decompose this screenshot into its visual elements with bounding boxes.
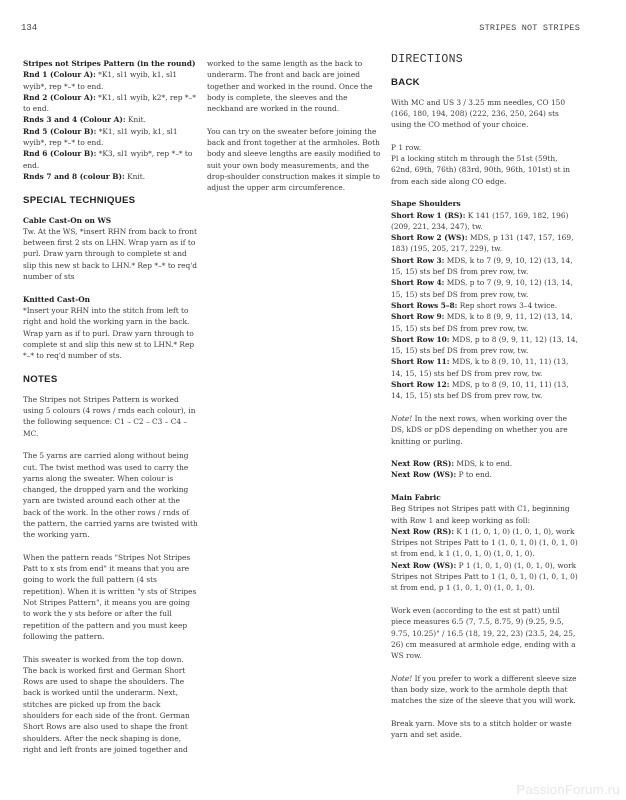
- next-row: Next Row (WS): P to end.: [391, 470, 492, 480]
- short-row: Short Row 12: MDS, p to 8 (9, 10, 11, 11) (13, 14, 15, 15) sts bef DS from prev row, tw.: [391, 380, 569, 401]
- back-heading: BACK: [391, 77, 420, 89]
- locking-stitch-instructions: Pl a locking stitch m through the 51st (59th, 62nd, 69th, 76th) (83rd, 90th, 96th, 101st) st in from each side along CO edge.: [391, 154, 571, 186]
- next-row: Next Row (RS): MDS, k to end.: [391, 459, 513, 469]
- note-double-stitch: Note! In the next rows, when working over the DS, kDS or pDS depending on whether you are knitting or purling.: [391, 413, 568, 446]
- main-fabric-row: Next Row (RS): K 1 (1, 0, 1, 0) (1, 0, 1, 0), work Stripes not Stripes Patt to 1 (1, 0, 1, 0) (1, 0, 1, 0) st from end, k 1 (1, 0, 1, 0) (1, 0, 1, 0).: [391, 526, 578, 559]
- short-row: Short Row 2 (WS): MDS, p 131 (147, 157, 169, 183) (195, 205, 217, 229), tw.: [391, 233, 574, 254]
- pattern-row: Rnds 3 and 4 (Colour A): Knit.: [23, 115, 146, 125]
- page-number: 134: [21, 23, 38, 33]
- short-row: Short Row 3: MDS, k to 7 (9, 9, 10, 12) (13, 14, 15, 15) sts bef DS from prev row, tw.: [391, 255, 573, 277]
- running-head: STRIPES NOT STRIPES: [479, 23, 580, 33]
- short-row: Short Row 4: MDS, p to 7 (9, 9, 10, 12) (13, 14, 15, 15) sts bef DS from prev row, tw.: [391, 278, 573, 299]
- column-1: [23, 58, 199, 767]
- pattern-row: Rnd 1 (Colour A): *K1, sl1 wyib, k1, sl1 wyib*, rep *–* to end.: [23, 70, 178, 91]
- short-row: Short Row 11: MDS, k to 8 (9, 10, 11, 11) (13, 14, 15, 15) sts bef DS from prev row, tw.: [391, 357, 569, 378]
- notes-paragraph: This sweater is worked from the top down. The back is worked first and German Short Rows are used to shape the shoulders. The back is worked until the underarm. Next, stitches are picked up from the back shoulders for each side of the front. German Short Rows are also used to shape the front shoulders. After the neck shaping is done, right and left fronts are joined together and: [23, 654, 190, 754]
- pattern-row: Rnd 5 (Colour B): *K1, sl1 wyib, k1, sl1 wyib*, rep *–* to end.: [23, 126, 178, 148]
- pattern-title: Stripes not Stripes Pattern (in the round): [23, 59, 196, 68]
- column-3: [391, 54, 579, 752]
- short-row: Short Row 1 (RS): K 141 (157, 169, 182, 196) (209, 221, 234, 247), tw.: [391, 210, 569, 231]
- knitted-cast-on-text: *Insert your RHN into the stitch from left to right and hold the working yarn in the back. Wrap yarn as if to purl. Draw yarn through to complete st and slip this new st to LHN.* Rep *–* to req'd number of sts.: [23, 305, 195, 361]
- work-even-instructions: Work even (according to the est st patt) until piece measures 6.5 (7, 7.5, 8.75, 9) (9.25, 9.5, 9.75, 10.25)" / 16.5 (18, 19, 22, 23) (23.5, 24, 25, 26) cm measured at armhole edge, ending with a WS row.: [391, 605, 576, 661]
- cable-cast-on-text: Tw. At the WS, *insert RHN from back to front between first 2 sts on LHN. Wrap yarn as if to purl. Draw yarn through to complete st and slip this new st back to LHN.* Rep *–* to req'd number of sts: [23, 226, 197, 282]
- cable-cast-on-title: Cable Cast-On on WS: [23, 215, 112, 225]
- notes-paragraph: When the pattern reads "Stripes Not Stripes Patt to x sts from end" it means that you are going to work the full pattern (4 sts repetition). When it is written "y sts of Stripes Not Stripes Pattern", it means you are going to work the y sts before or after the full repetition of the pattern and you must keep following the pattern.: [23, 552, 197, 641]
- shape-shoulders-title: Shape Shoulders: [391, 199, 461, 209]
- cast-on-instructions: With MC and US 3 / 3.25 mm needles, CO 150 (166, 180, 194, 208) (222, 236, 250, 264) sts using the CO method of your choice.: [391, 97, 566, 130]
- notes-heading: NOTES: [23, 374, 58, 386]
- fit-paragraph: You can try on the sweater before joining the back and front together at the armholes. Both body and sleeve lengths are easily modified to suit your own body measurements, and the drop-shoulder construction makes it simple to adjust the upper arm circumference.: [207, 126, 381, 193]
- short-row: Short Row 9: MDS, k to 8 (9, 9, 11, 12) (13, 14, 15, 15) sts bef DS from prev row, tw.: [391, 312, 573, 333]
- column-2: [207, 58, 383, 205]
- main-fabric-title: Main Fabric: [391, 492, 441, 502]
- main-fabric-row: Next Row (WS): P 1 (1, 0, 1, 0) (1, 0, 1, 0), work Stripes not Stripes Patt to 1 (1, 0, 1, 0) (1, 0, 1, 0) st from end, p 1 (1, 0, 1, 0) (1, 0, 1, 0).: [391, 560, 578, 593]
- pattern-section: [23, 58, 199, 182]
- break-yarn-instructions: Break yarn. Move sts to a stitch holder or waste yarn and set aside.: [391, 718, 572, 740]
- note-sleeve-size: Note! If you prefer to work a different sleeve size than body size, work to the armhole depth that matches the size of the sleeve that you will work.: [391, 673, 577, 706]
- pattern-row: Rnd 6 (Colour B): *K3, sl1 wyib*, rep *–* to end.: [23, 149, 193, 170]
- special-techniques-heading: SPECIAL TECHNIQUES: [23, 195, 136, 207]
- watermark: PassionForum.ru: [516, 782, 620, 797]
- main-fabric-intro: Beg Stripes not Stripes patt with C1, beginning with Row 1 and keep working as foll:: [391, 504, 570, 525]
- directions-heading: DIRECTIONS: [391, 53, 464, 66]
- construction-paragraph: worked to the same length as the back to underarm. The front and back are joined together and worked in the round. Once the body is complete, the sleeves and the neckband are worked in the round.: [207, 59, 373, 114]
- knitted-cast-on-title: Knitted Cast-On: [23, 294, 90, 304]
- pattern-row: Rnds 7 and 8 (colour B): Knit.: [23, 171, 146, 181]
- pattern-row: Rnd 2 (Colour A): *K1, sl1 wyib, k2*, rep *–* to end.: [23, 92, 196, 114]
- p1-row: P 1 row.: [391, 142, 422, 152]
- notes-paragraph: The 5 yarns are carried along without being cut. The twist method was used to carry the yarns along the sweater. When colour is changed, the dropped yarn and the working yarn are twisted around each other at the back of the work. In the other rows / rnds of the pattern, the carried yarns are twisted with the working yarn.: [23, 451, 198, 540]
- notes-paragraph: The Stripes not Stripes Pattern is worked using 5 colours (4 rows / rnds each colour), in the following sequence: C1 – C2 – C3 – C4 – MC.: [23, 394, 196, 438]
- short-row: Short Rows 5–8: Rep short rows 3–4 twice.: [391, 300, 558, 310]
- short-row: Short Row 10: MDS, p to 8 (9, 9, 11, 12) (13, 14, 15, 15) sts bef DS from prev row, tw.: [391, 334, 578, 356]
